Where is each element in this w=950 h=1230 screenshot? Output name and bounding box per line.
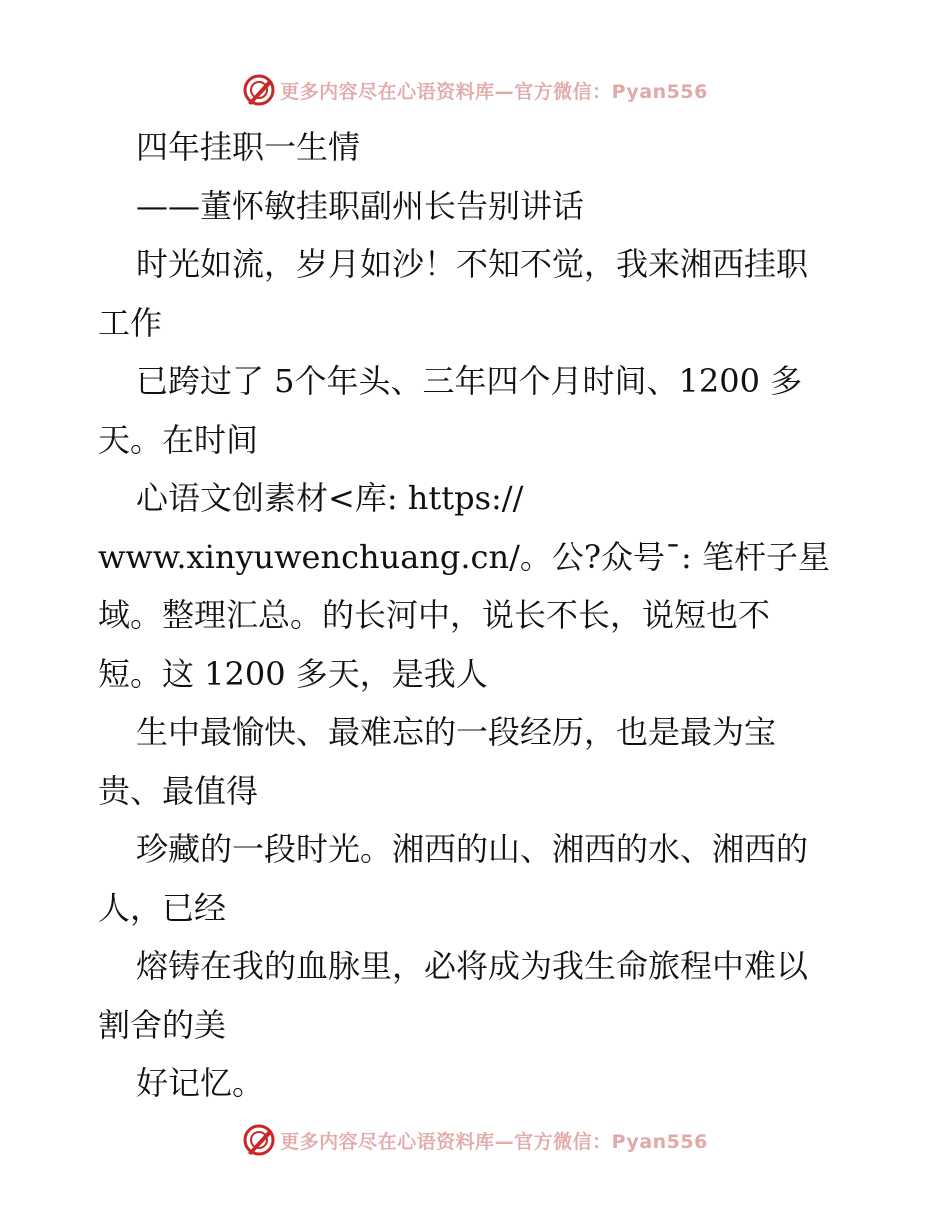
document-body [98, 118, 858, 1113]
pen-circle-logo-icon [242, 73, 276, 107]
text-line: 珍藏的一段时光。湘西的山、湘西的水、湘西的 [136, 830, 809, 868]
header-banner [0, 70, 950, 110]
text-line: 贵、最值得 [98, 771, 259, 810]
text-line: 好记忆。 [136, 1064, 265, 1102]
text-line: 域。整理汇总。的长河中，说长不长，说短也不 [98, 596, 771, 634]
text-line: ——董怀敏挂职副州长告别讲话 [136, 186, 585, 225]
text-line: 熔铸在我的血脉里，必将成为我生命旅程中难以 [136, 947, 809, 985]
text-line: 已跨过了 5个年头、三年四个月时间、1200 多 [136, 362, 803, 400]
text-line: 人，已经 [98, 888, 227, 927]
text-line: 短。这 1200 多天，是我人 [98, 654, 488, 693]
footer-banner-text: 更多内容尽在心语资料库—官方微信：Pyan556 [280, 1130, 708, 1153]
text-line: 割舍的美 [98, 1005, 227, 1044]
pen-circle-logo-icon [242, 1123, 276, 1157]
text-line: 时光如流，岁月如沙！不知不觉，我来湘西挂职 [136, 245, 809, 283]
text-line: 心语文创素材<库: https:// [136, 479, 524, 517]
text-line: 工作 [98, 303, 163, 342]
footer-banner [0, 1120, 950, 1160]
header-banner-text: 更多内容尽在心语资料库—官方微信：Pyan556 [280, 80, 708, 103]
text-line: 天。在时间 [98, 420, 259, 459]
text-line: 四年挂职一生情 [136, 128, 361, 166]
text-line: 生中最愉快、最难忘的一段经历，也是最为宝 [136, 713, 777, 751]
text-line: www.xinyuwenchuang.cn/。公?众号¯: 笔杆子星 [98, 537, 830, 576]
